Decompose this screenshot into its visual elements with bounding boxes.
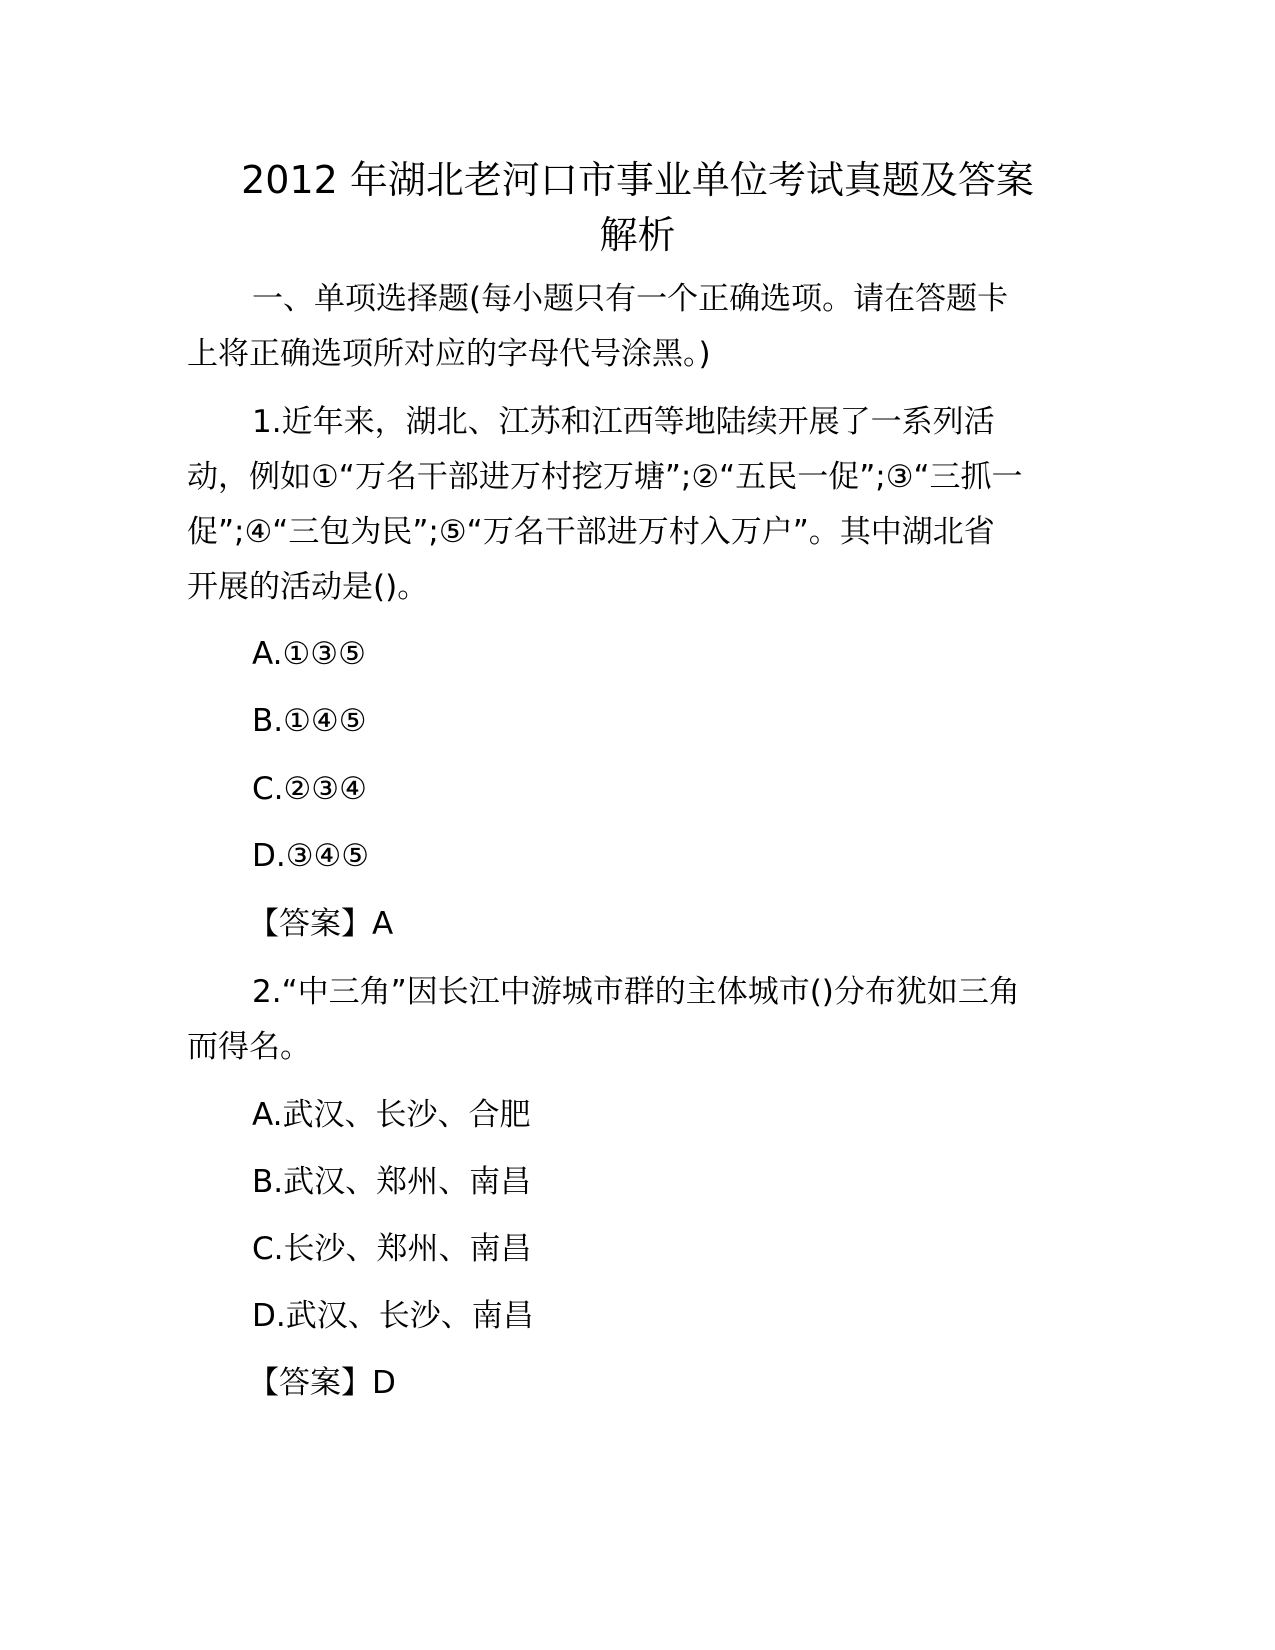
question1-line4: 开展的活动是()。	[187, 569, 429, 605]
question2-option-a: A.武汉、长沙、合肥	[252, 1097, 531, 1133]
question1-line3: 促”;④“三包为民”;⑤“万名干部进万村入万户”。其中湖北省	[187, 514, 995, 550]
question1-answer: 【答案】A	[248, 906, 394, 942]
question2-line1: 2.“中三角”因长江中游城市群的主体城市()分布犹如三角	[252, 974, 1020, 1010]
section-heading-line1: 一、单项选择题(每小题只有一个正确选项。请在答题卡	[252, 281, 1009, 317]
document-title-line2: 解析	[599, 213, 676, 257]
question2-option-d: D.武汉、长沙、南昌	[252, 1298, 534, 1334]
question1-line1: 1.近年来，湖北、江苏和江西等地陆续开展了一系列活	[252, 404, 995, 440]
question1-option-d: D.③④⑤	[252, 838, 370, 874]
question2-option-c: C.长沙、郑州、南昌	[252, 1231, 532, 1267]
document-title-line1: 2012 年湖北老河口市事业单位考试真题及答案	[241, 158, 1034, 202]
question1-option-c: C.②③④	[252, 771, 367, 807]
question1-option-b: B.①④⑤	[252, 703, 367, 739]
section-heading-line2: 上将正确选项所对应的字母代号涂黑。)	[187, 336, 711, 372]
question2-line2: 而得名。	[187, 1029, 311, 1065]
question2-answer: 【答案】D	[248, 1365, 396, 1401]
question1-option-a: A.①③⑤	[252, 636, 366, 672]
question2-option-b: B.武汉、郑州、南昌	[252, 1164, 532, 1200]
question1-line2: 动，例如①“万名干部进万村挖万塘”;②“五民一促”;③“三抓一	[187, 459, 1023, 495]
